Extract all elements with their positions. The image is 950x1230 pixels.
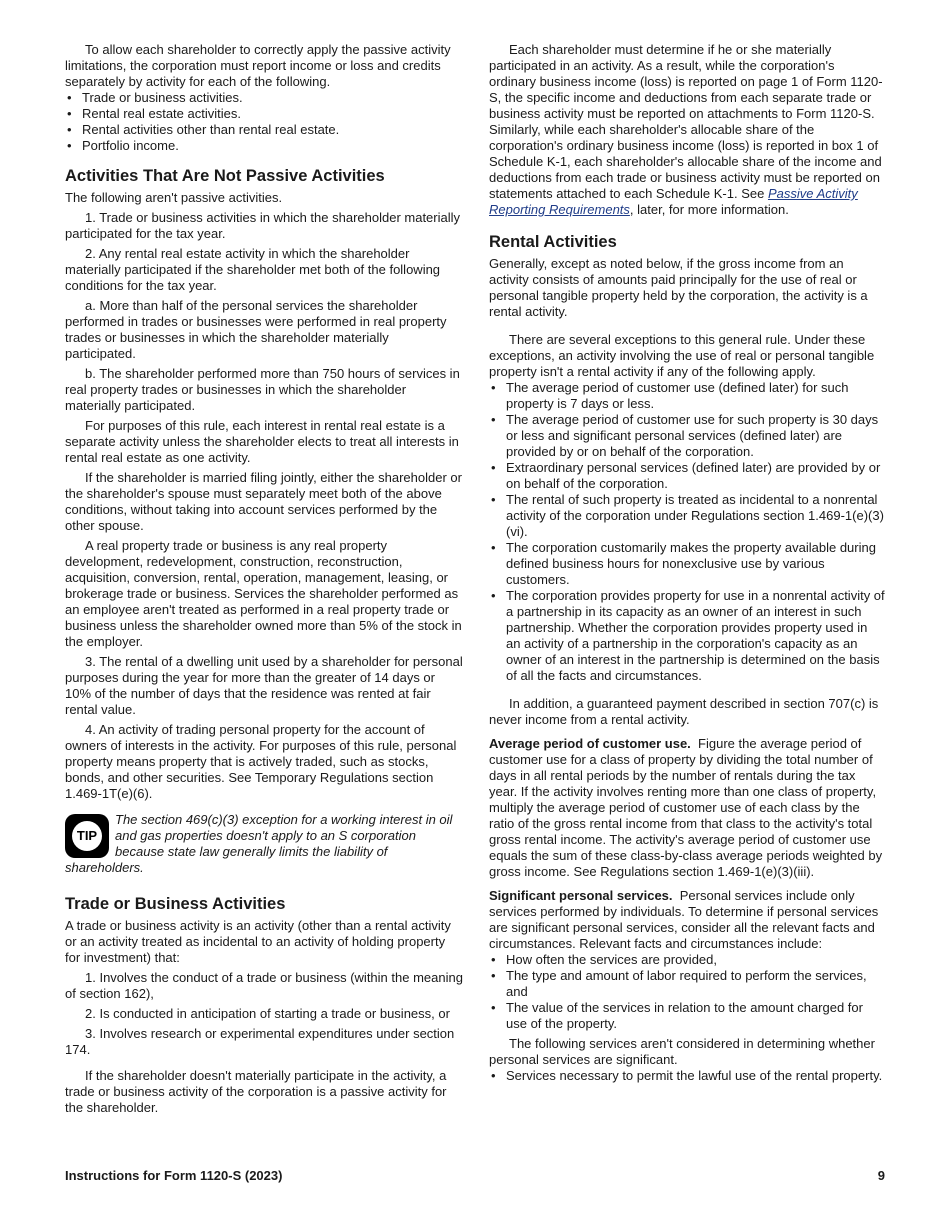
list-item: • Trade or business activities.	[65, 90, 463, 106]
not-passive-item-4: 4. An activity of trading personal property for the account of owners of interests in the activity. For purposes of this rule, personal property means property that is actively traded, such as stocks, bonds, and other securities. See Temporary Regulations section 1.469-1T(e)(6).	[65, 722, 457, 801]
material-participation-paragraph	[489, 42, 885, 218]
tip-box	[65, 812, 463, 876]
list-item: • Rental real estate activities.	[65, 106, 463, 122]
list-item: • Extraordinary personal services (defined later) are provided by or on behalf of the corporation.	[489, 460, 885, 492]
list-item: • The corporation provides property for use in a nonrental activity of a partnership in its capacity as an owner of an interest in such partnership. Whether the corporation provides property used in an activity of a partnership in the corporation's capacity as an owner of an interest in the partnership is determined on the basis of all the facts and circumstances.	[489, 588, 885, 684]
list-item: • The type and amount of labor required to perform the services, and	[489, 968, 885, 1000]
not-passive-item-2: 2. Any rental real estate activity in which the shareholder materially participated if the shareholder met both of the following conditions for the tax year.	[65, 246, 441, 293]
not-passive-item-1: 1. Trade or business activities in which the shareholder materially participated for the tax year.	[65, 210, 461, 241]
significant-services-text: Personal services include only services performed by individuals. To determine if personal services are significant personal services, consider all the relevant facts and circumstances. Relevant facts and circumstances include:	[489, 888, 879, 951]
passive-activity-reporting-link[interactable]: Passive Activity Reporting Requirements	[489, 186, 858, 217]
footer-page-number: 9	[877, 1168, 885, 1183]
real-property-paragraph: A real property trade or business is any real property development, redevelopment, construction, reconstruction, acquisition, conversion, rental, operation, management, leasing, or brokerage trade or business. Services the shareholder performed as an employee aren't treated as performed in a real property trade or business unless the shareholder owned more than 5% of the stock in the employer.	[65, 538, 462, 649]
not-passive-lead: The following aren't passive activities.	[65, 190, 283, 205]
average-period-text: Figure the average period of customer use for a class of property by dividing the total number of days in all rental periods by the number of rentals during the tax year. If the activity involves renting more than one class of property, multiply the average period of customer use of each class by the ratio of the gross rental income from that class to the activity's total gross rental income. The activity's average period of customer use equals the sum of these class-by-class average periods weighted by gross income. See Regulations section 1.469-1(e)(3)(iii).	[489, 736, 883, 879]
significant-services-heading: Significant personal services.	[489, 888, 673, 903]
list-item: • The average period of customer use (defined later) for such property is 7 days or less.	[489, 380, 885, 412]
significant-services-paragraph	[489, 888, 885, 952]
rental-exceptions-paragraph: There are several exceptions to this general rule. Under these exceptions, an activity involving the use of real or personal tangible property isn't a rental activity if any of the following apply.	[489, 332, 875, 379]
not-passive-item-2a: a. More than half of the personal services the shareholder performed in trades or businesses were performed in real property trades or businesses in which the shareholder materially participated.	[65, 298, 447, 361]
not-passive-item-3: 3. The rental of a dwelling unit used by a shareholder for personal purposes during the year for more than the greater of 14 days or 10% of the number of days that the residence was rented at fair rental value.	[65, 654, 463, 717]
intro-paragraph: To allow each shareholder to correctly apply the passive activity limitations, the corporation must report income or loss and credits separately by activity for each of the following.	[65, 42, 451, 89]
rental-lead: Generally, except as noted below, if the gross income from an activity consists of amounts paid principally for the use of real or personal tangible property held by the corporation, the activity is a rental activity.	[489, 256, 868, 319]
list-item: • The value of the services in relation to the amount charged for use of the property.	[489, 1000, 885, 1032]
list-item: • Portfolio income.	[65, 138, 463, 154]
right-column	[489, 42, 885, 1084]
significant-services-list	[489, 952, 885, 1032]
trade-business-item-2: 2. Is conducted in anticipation of starting a trade or business, or	[85, 1006, 450, 1021]
list-item: • The corporation customarily makes the property available during defined business hours for nonexclusive use by various customers.	[489, 540, 885, 588]
list-item: • Rental activities other than rental real estate.	[65, 122, 463, 138]
intro-bullet-list	[65, 90, 463, 154]
not-passive-item-2b: b. The shareholder performed more than 750 hours of services in real property trades or businesses in which the shareholder materially participated.	[65, 366, 460, 413]
rental-exceptions-list	[489, 380, 885, 684]
trade-business-lead: A trade or business activity is an activity (other than a rental activity or an activity treated as incidental to an activity of holding property for investment) that:	[65, 918, 451, 965]
list-item: • Services necessary to permit the lawful use of the rental property.	[489, 1068, 885, 1084]
trade-business-item-3: 3. Involves research or experimental expenditures under section 174.	[65, 1026, 455, 1057]
purpose-paragraph: For purposes of this rule, each interest in rental real estate is a separate activity unless the shareholder elects to treat all interests in rental real estate as one activity.	[65, 418, 459, 465]
trade-business-item-1: 1. Involves the conduct of a trade or business (within the meaning of section 162),	[65, 970, 463, 1001]
average-period-heading: Average period of customer use.	[489, 736, 691, 751]
heading-not-passive: Activities That Are Not Passive Activities	[65, 167, 385, 185]
heading-trade-business: Trade or Business Activities	[65, 895, 286, 913]
tip-text: The section 469(c)(3) exception for a working interest in oil and gas properties doesn't apply to an S corporation because state law generally limits the liability of shareholders.	[65, 812, 453, 875]
following-services-paragraph: The following services aren't considered in determining whether personal services are significant.	[489, 1036, 875, 1067]
footer-form-title: Instructions for Form 1120-S (2023)	[65, 1168, 283, 1183]
following-services-list	[489, 1068, 885, 1084]
material-participation-text-end: , later, for more information.	[629, 202, 789, 217]
tip-badge-label: TIP	[72, 821, 102, 851]
tip-icon	[65, 814, 109, 858]
trade-business-closing: If the shareholder doesn't materially participate in the activity, a trade or business activity of the corporation is a passive activity for the shareholder.	[65, 1068, 447, 1115]
heading-rental-activities: Rental Activities	[489, 233, 617, 251]
guaranteed-payment-paragraph: In addition, a guaranteed payment described in section 707(c) is never income from a rental activity.	[489, 696, 879, 727]
list-item: • How often the services are provided,	[489, 952, 885, 968]
left-column	[65, 42, 463, 1116]
average-period-paragraph	[489, 736, 885, 880]
material-participation-text: Each shareholder must determine if he or she materially participated in an activity. As a result, while the corporation's ordinary business income (loss) is reported on page 1 of Form 1120-S, the specific income and deductions from each separate trade or business activity must be reported on attachments to Form 1120-S. Similarly, while each shareholder's allocable share of the corporation's ordinary business income (loss) is reported in box 1 of Schedule K-1, each shareholder's allocable share of the income and deductions from each trade or business activity must be reported on statements attached to each Schedule K-1. See	[489, 42, 883, 201]
list-item: • The average period of customer use for such property is 30 days or less and significant personal services (defined later) are provided by or on behalf of the corporation.	[489, 412, 885, 460]
married-paragraph: If the shareholder is married filing jointly, either the shareholder or the shareholder's spouse must separately meet both of the above conditions, without taking into account services performed by the other spouse.	[65, 470, 462, 533]
list-item: • The rental of such property is treated as incidental to a nonrental activity of the corporation under Regulations section 1.469-1(e)(3)(vi).	[489, 492, 885, 540]
